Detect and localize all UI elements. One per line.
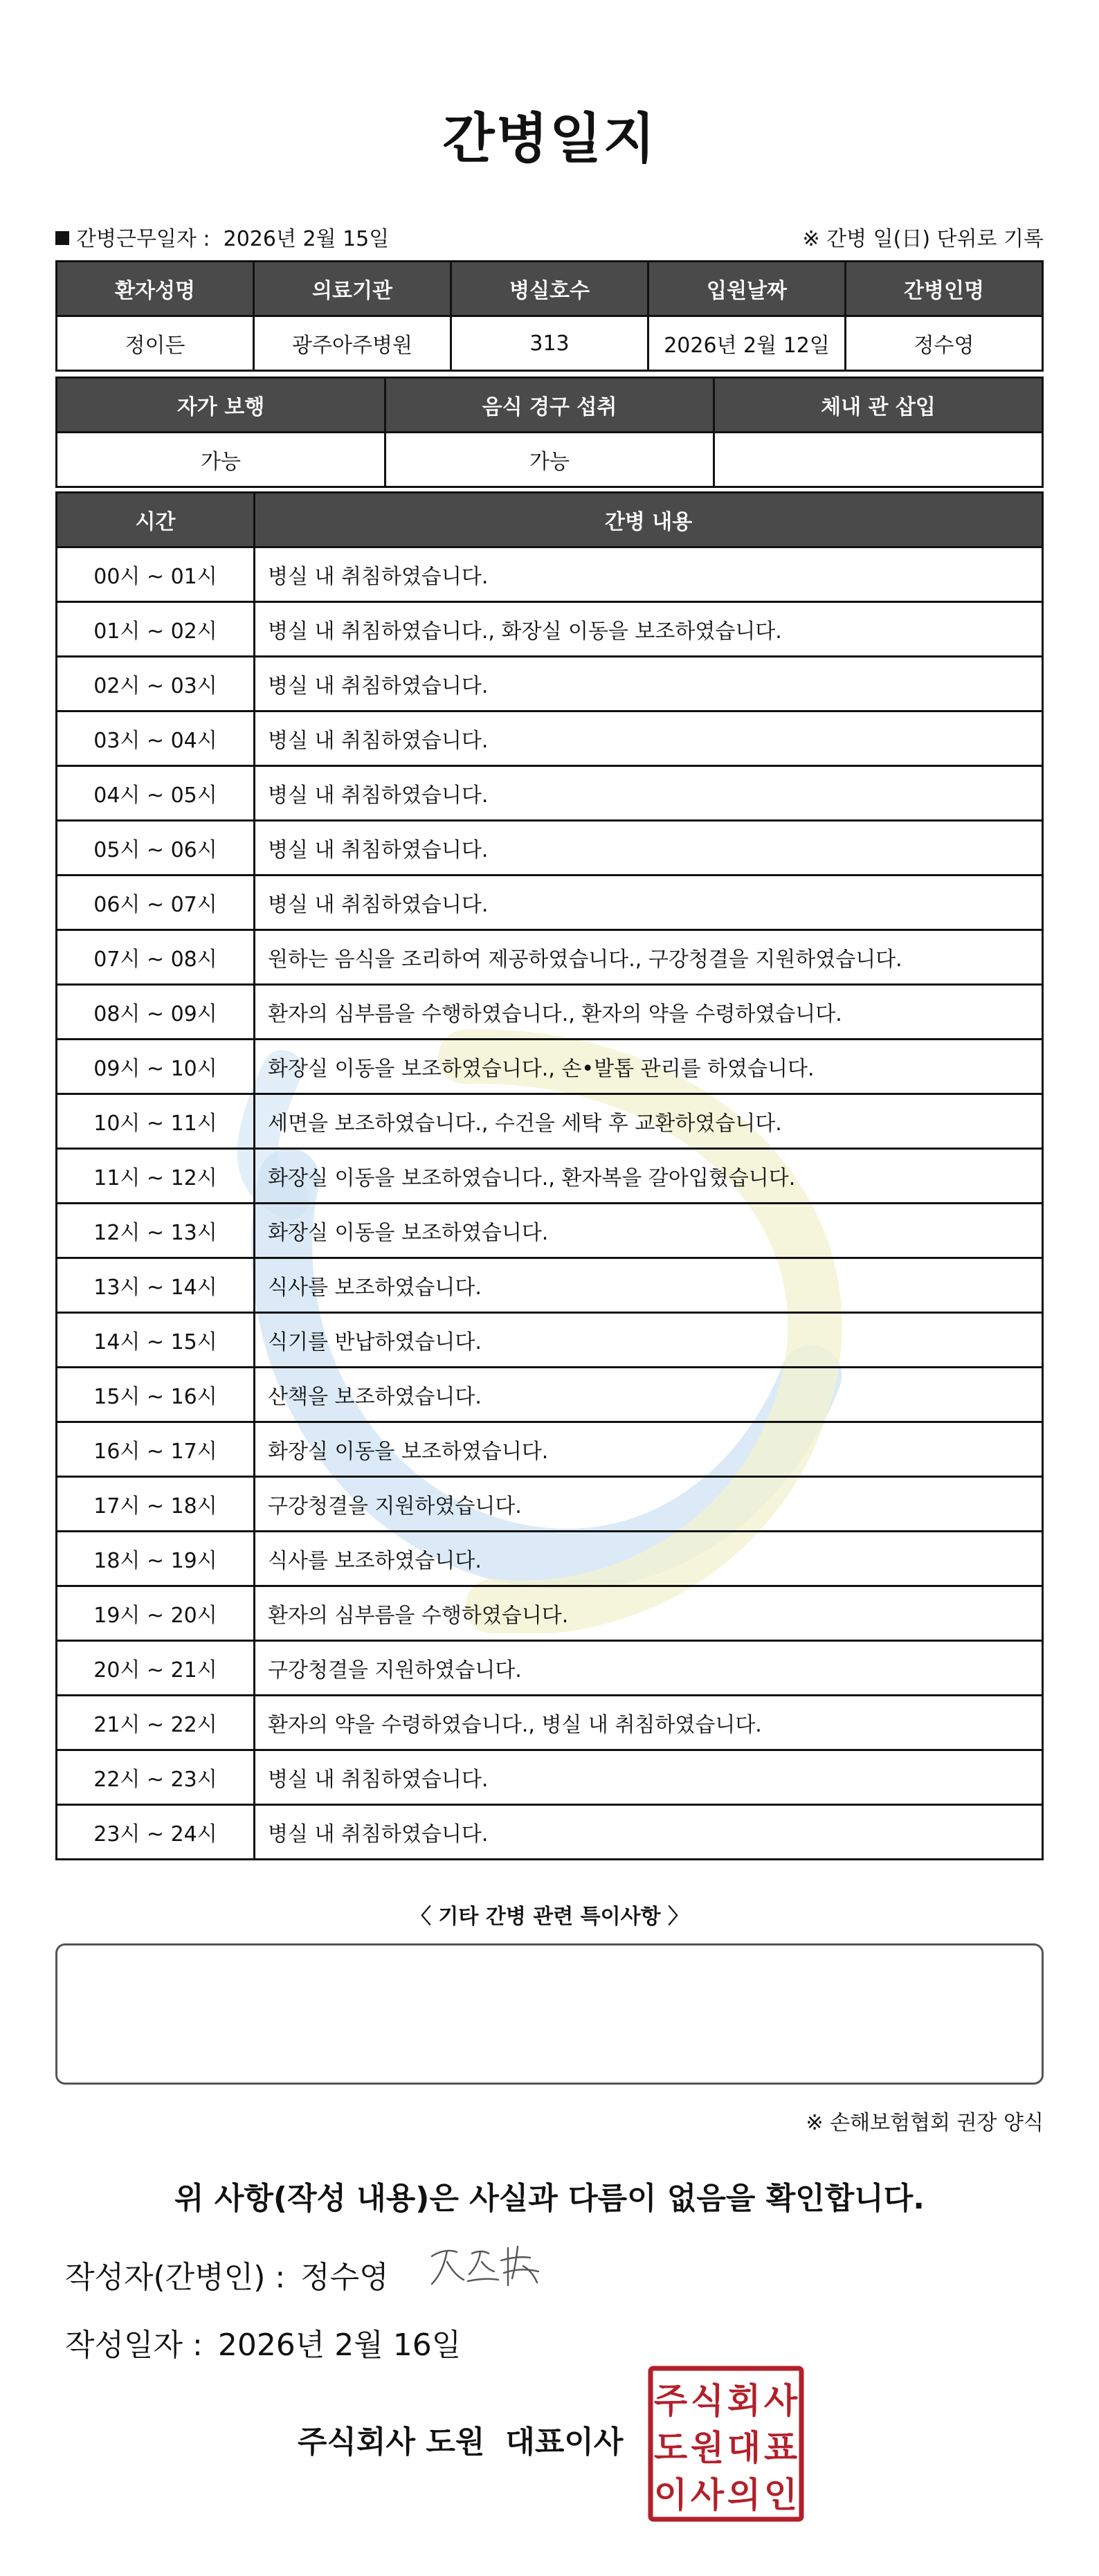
work-date xyxy=(55,221,389,252)
patient-info-table xyxy=(55,260,1044,372)
value-caregiver: 정수영 xyxy=(846,316,1043,371)
table-row xyxy=(57,1750,1043,1805)
seal-glyph: 사 xyxy=(763,2381,798,2421)
log-content-cell: 식사를 보조하였습니다. xyxy=(255,1258,1043,1313)
log-content-cell: 병실 내 취침하였습니다., 화장실 이동을 보조하였습니다. xyxy=(255,602,1043,657)
log-time-cell: 23시 ~ 24시 xyxy=(57,1805,255,1860)
unit-note: ※ 간병 일(日) 단위로 기록 xyxy=(802,227,1044,251)
header-time: 시간 xyxy=(57,493,255,547)
log-content-cell: 화장실 이동을 보조하였습니다. xyxy=(255,1204,1043,1258)
written-date-value: 2026년 2월 16일 xyxy=(217,2328,462,2363)
table-row xyxy=(57,766,1043,821)
log-time-cell: 15시 ~ 16시 xyxy=(57,1368,255,1422)
work-date-value: 2026년 2월 15일 xyxy=(223,227,390,251)
care-log-table xyxy=(55,491,1044,1860)
log-time-cell: 21시 ~ 22시 xyxy=(57,1696,255,1750)
log-content-cell: 병실 내 취침하였습니다. xyxy=(255,821,1043,876)
log-time-cell: 03시 ~ 04시 xyxy=(57,711,255,766)
log-time-cell: 13시 ~ 14시 xyxy=(57,1258,255,1313)
log-content-cell: 화장실 이동을 보조하였습니다., 환자복을 갈아입혔습니다. xyxy=(255,1149,1043,1204)
log-content-cell: 세면을 보조하였습니다., 수건을 세탁 후 교환하였습니다. xyxy=(255,1094,1043,1149)
writer-name: 정수영 xyxy=(300,2260,389,2295)
log-content-cell: 화장실 이동을 보조하였습니다. xyxy=(255,1422,1043,1477)
log-content-cell: 화장실 이동을 보조하였습니다., 손•발톱 관리를 하였습니다. xyxy=(255,1040,1043,1094)
seal-glyph: 의 xyxy=(727,2475,761,2515)
writer-line xyxy=(65,2252,389,2296)
table-row xyxy=(57,1204,1043,1258)
table-row xyxy=(57,1368,1043,1422)
care-log-header-row xyxy=(57,493,1043,547)
table-row xyxy=(57,821,1043,876)
value-admission-date: 2026년 2월 12일 xyxy=(648,316,846,371)
notes-box xyxy=(55,1943,1044,2085)
log-content-cell: 환자의 약을 수령하였습니다., 병실 내 취침하였습니다. xyxy=(255,1696,1043,1750)
company-line xyxy=(298,2417,623,2461)
table-row xyxy=(57,1313,1043,1368)
log-time-cell: 08시 ~ 09시 xyxy=(57,985,255,1040)
seal-glyph: 표 xyxy=(763,2428,798,2468)
log-content-cell: 병실 내 취침하였습니다. xyxy=(255,547,1043,602)
care-log-rows xyxy=(57,547,1043,1860)
table-row xyxy=(57,657,1043,711)
log-time-cell: 02시 ~ 03시 xyxy=(57,657,255,711)
header-hospital: 의료기관 xyxy=(254,262,451,316)
log-content-cell: 원하는 음식을 조리하여 제공하였습니다., 구강청결을 지원하였습니다. xyxy=(255,930,1043,985)
value-room: 313 xyxy=(451,316,648,371)
seal-glyph: 원 xyxy=(690,2428,725,2468)
log-content-cell: 구강청결을 지원하였습니다. xyxy=(255,1641,1043,1696)
seal-glyph: 인 xyxy=(763,2475,798,2515)
log-content-cell: 식기를 반납하였습니다. xyxy=(255,1313,1043,1368)
seal-glyph: 회 xyxy=(727,2381,761,2421)
log-content-cell: 병실 내 취침하였습니다. xyxy=(255,1750,1043,1805)
notes-title: 〈 기타 간병 관련 특이사항 〉 xyxy=(410,1905,689,1929)
log-content-cell: 병실 내 취침하였습니다. xyxy=(255,1805,1043,1860)
table-row xyxy=(57,1586,1043,1641)
log-time-cell: 04시 ~ 05시 xyxy=(57,766,255,821)
status-value-row xyxy=(57,433,1043,487)
log-time-cell: 16시 ~ 17시 xyxy=(57,1422,255,1477)
value-self-walk: 가능 xyxy=(57,433,385,487)
header-care-content: 간병 내용 xyxy=(255,493,1043,547)
log-time-cell: 11시 ~ 12시 xyxy=(57,1149,255,1204)
writer-label: 작성자(간병인) : xyxy=(65,2260,286,2295)
header-self-walk: 자가 보행 xyxy=(57,378,385,433)
table-row xyxy=(57,1094,1043,1149)
header-oral-intake: 음식 경구 섭취 xyxy=(385,378,714,433)
written-date-line xyxy=(65,2320,461,2364)
table-row xyxy=(57,547,1043,602)
table-row xyxy=(57,876,1043,930)
header-room: 병실호수 xyxy=(451,262,648,316)
log-time-cell: 19시 ~ 20시 xyxy=(57,1586,255,1641)
log-time-cell: 06시 ~ 07시 xyxy=(57,876,255,930)
meta-row xyxy=(55,221,1044,252)
log-time-cell: 22시 ~ 23시 xyxy=(57,1750,255,1805)
seal-glyph: 주 xyxy=(653,2381,688,2421)
form-note: ※ 손해보험협회 권장 양식 xyxy=(806,2111,1044,2135)
log-content-cell: 식사를 보조하였습니다. xyxy=(255,1532,1043,1586)
written-date-label: 작성일자 : xyxy=(65,2328,203,2363)
log-content-cell: 환자의 심부름을 수행하였습니다., 환자의 약을 수령하였습니다. xyxy=(255,985,1043,1040)
log-content-cell: 병실 내 취침하였습니다. xyxy=(255,711,1043,766)
table-row xyxy=(57,1422,1043,1477)
status-header-row xyxy=(57,378,1043,433)
log-time-cell: 20시 ~ 21시 xyxy=(57,1641,255,1696)
table-row xyxy=(57,1805,1043,1860)
log-time-cell: 17시 ~ 18시 xyxy=(57,1477,255,1532)
patient-info-value-row xyxy=(57,316,1043,371)
value-tube-insertion xyxy=(714,433,1043,487)
log-content-cell: 환자의 심부름을 수행하였습니다. xyxy=(255,1586,1043,1641)
seal-glyph: 사 xyxy=(690,2475,725,2515)
patient-info-header-row xyxy=(57,262,1043,316)
log-content-cell: 병실 내 취침하였습니다. xyxy=(255,766,1043,821)
seal-glyph: 대 xyxy=(727,2428,761,2468)
log-time-cell: 05시 ~ 06시 xyxy=(57,821,255,876)
log-time-cell: 01시 ~ 02시 xyxy=(57,602,255,657)
log-time-cell: 10시 ~ 11시 xyxy=(57,1094,255,1149)
value-hospital: 광주아주병원 xyxy=(254,316,451,371)
seal-glyph: 이 xyxy=(653,2475,688,2515)
log-time-cell: 18시 ~ 19시 xyxy=(57,1532,255,1586)
table-row xyxy=(57,1641,1043,1696)
value-oral-intake: 가능 xyxy=(385,433,714,487)
log-time-cell: 12시 ~ 13시 xyxy=(57,1204,255,1258)
table-row xyxy=(57,1477,1043,1532)
table-row xyxy=(57,1532,1043,1586)
log-content-cell: 구강청결을 지원하였습니다. xyxy=(255,1477,1043,1532)
table-row xyxy=(57,602,1043,657)
handwritten-signature xyxy=(426,2241,544,2296)
company-seal-stamp xyxy=(648,2366,804,2522)
seal-glyph: 도 xyxy=(653,2428,688,2468)
table-row xyxy=(57,1040,1043,1094)
log-content-cell: 산책을 보조하였습니다. xyxy=(255,1368,1043,1422)
header-caregiver: 간병인명 xyxy=(846,262,1043,316)
table-row xyxy=(57,930,1043,985)
company-name: 주식회사 도원 xyxy=(298,2424,485,2460)
log-time-cell: 00시 ~ 01시 xyxy=(57,547,255,602)
log-content-cell: 병실 내 취침하였습니다. xyxy=(255,876,1043,930)
value-patient-name: 정이든 xyxy=(57,316,254,371)
header-admission-date: 입원날짜 xyxy=(648,262,846,316)
table-row xyxy=(57,1696,1043,1750)
document-title: 간병일지 xyxy=(442,108,657,170)
work-date-label: 간병근무일자 : xyxy=(76,227,210,251)
square-bullet-icon xyxy=(55,231,69,245)
log-time-cell: 07시 ~ 08시 xyxy=(57,930,255,985)
table-row xyxy=(57,1149,1043,1204)
header-tube-insertion: 체내 관 삽입 xyxy=(714,378,1043,433)
company-representative: 대표이사 xyxy=(505,2424,624,2460)
table-row xyxy=(57,985,1043,1040)
table-row xyxy=(57,711,1043,766)
log-time-cell: 14시 ~ 15시 xyxy=(57,1313,255,1368)
patient-status-table xyxy=(55,377,1044,488)
confirmation-statement: 위 사항(작성 내용)은 사실과 다름이 없음을 확인합니다. xyxy=(174,2181,925,2216)
table-row xyxy=(57,1258,1043,1313)
log-content-cell: 병실 내 취침하였습니다. xyxy=(255,657,1043,711)
log-time-cell: 09시 ~ 10시 xyxy=(57,1040,255,1094)
header-patient-name: 환자성명 xyxy=(57,262,254,316)
seal-glyph: 식 xyxy=(690,2381,725,2421)
